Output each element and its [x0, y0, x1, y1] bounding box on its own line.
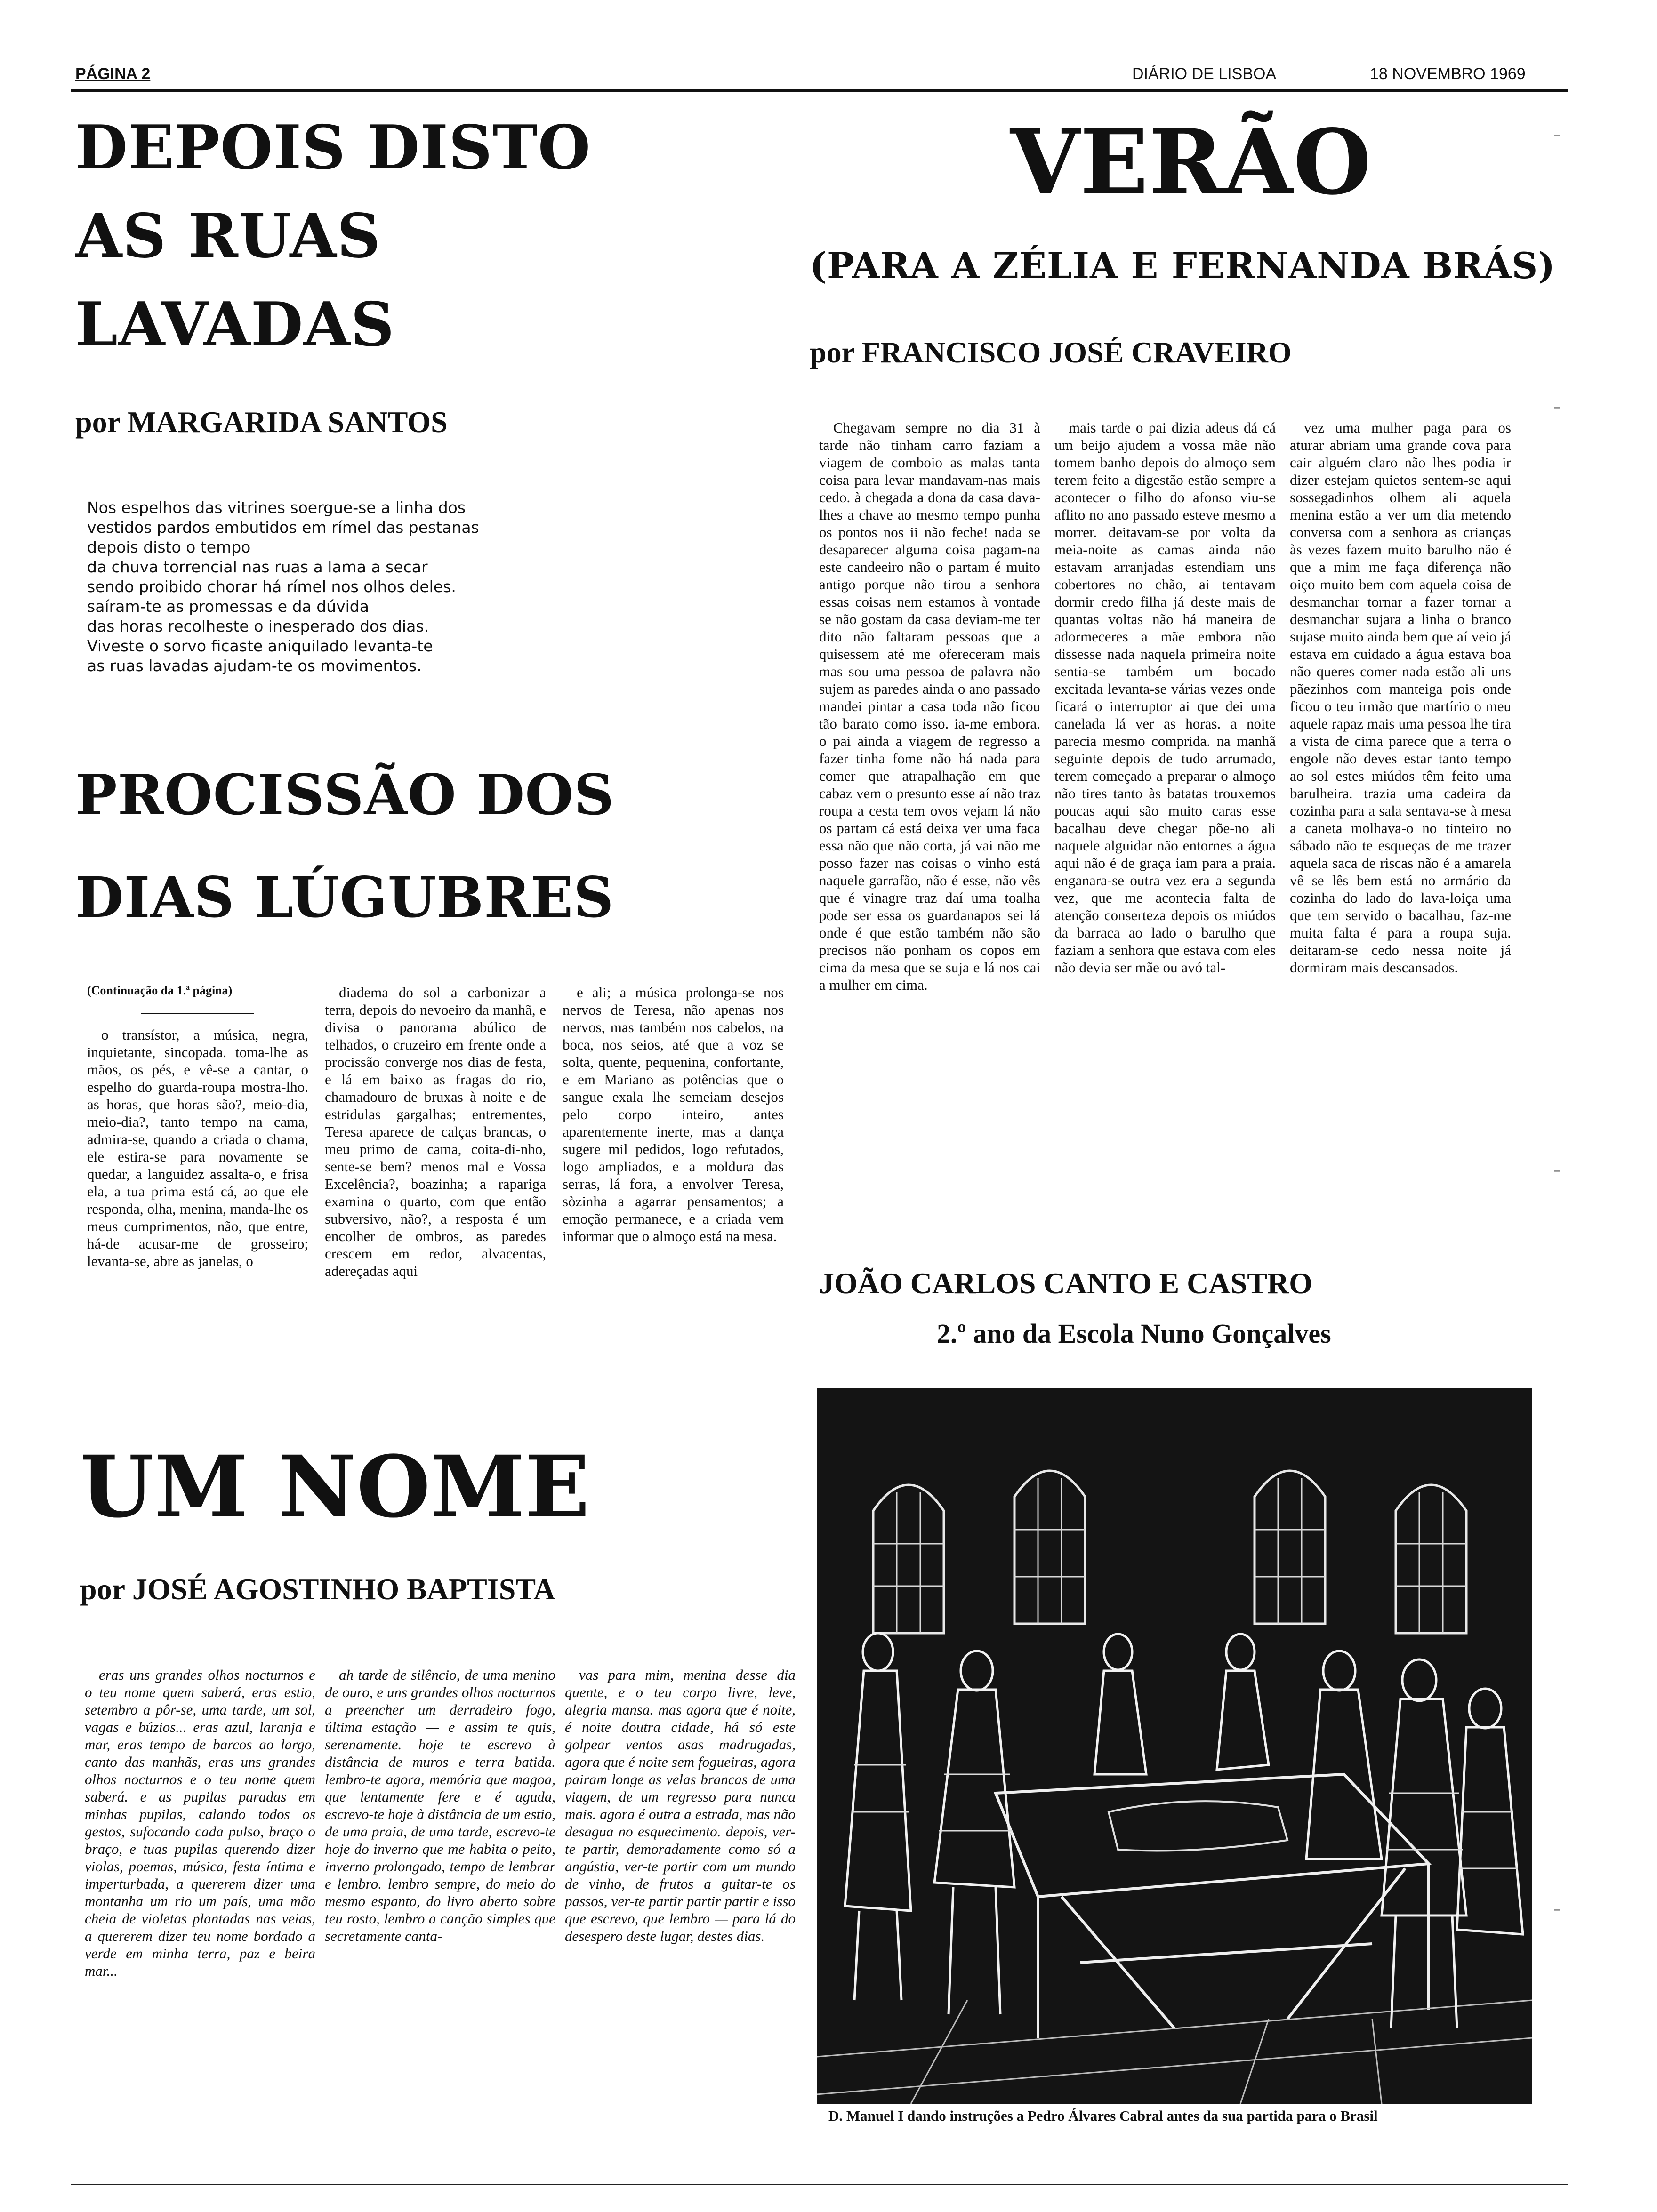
illustration-caption: D. Manuel I dando instruções a Pedro Álvares Cabral antes da sua partida para o Brasil — [828, 2108, 1378, 2124]
poem-line: depois disto o tempo — [87, 538, 251, 556]
newspaper-name: DIÁRIO DE LISBOA — [1132, 65, 1277, 83]
story2-title: VERÃO — [1010, 110, 1372, 215]
poem1-body — [87, 498, 756, 676]
story1-title — [75, 744, 614, 949]
margin-mark: – — [1553, 1162, 1560, 1179]
story2-column-1 — [819, 419, 1040, 1191]
poem2-column-text: ah tarde de silêncio, de uma menino de ouro, e uns grandes olhos nocturnos a preencher um derradeiro fogo, última estação — e assim te quis, serenamente. hoje te escrevo à distância de muros e terra batida. lembro-te agora, memória que magoa, que lentamente fere e é aguda, escrevo-te hoje à distância de um estio, de uma praia, de uma tarde, escrevo-te hoje do inverno que me habita o peito, inverno prolongado, tempo de lembrar e lembro. lembro sempre, do meio do mesmo espanto, do livro aberto sobre teu rosto, lembro a canção simples que secretamente canta- — [325, 1667, 555, 1944]
story2-author: JOÃO CARLOS CANTO E CASTRO — [819, 1266, 1312, 1300]
issue-date: 18 NOVEMBRO 1969 — [1370, 65, 1526, 83]
poem-line: Viveste o sorvo ficaste aniquilado levanta-te — [87, 637, 433, 655]
story1-column-2 — [325, 984, 546, 1332]
poem2-column-text: vas para mim, menina desse dia quente, e o teu corpo livre, leve, alegria mansa. mas agora que é noite, é noite doutra cidade, há só este golpear ventos asas madrugadas, agora que é noite sem fogueiras, agora pairam longe as velas brancas de uma viagem, de um regresso para nunca mais. agora é outra a estrada, mas não desagua no esquecimento. depois, ver-te partir, demoradamente como só a angústia, ver-te partir com um mundo de vinho, de frutos a guitar-te os passos, ver-te partir partir partir e isso que escrevo, que lembro — para lá do desespero deste lugar, destes dias. — [565, 1667, 796, 1944]
margin-mark: – — [1553, 127, 1560, 144]
story2-school: 2.º ano da Escola Nuno Gonçalves — [937, 1318, 1331, 1349]
story1-title-line: PROCISSÃO DOS — [75, 762, 615, 827]
story2-column-text: mais tarde o pai dizia adeus dá cá um beijo ajudem a vossa mãe não tomem banho depois do almoço sem terem feito a digestão estão sempre a acontecer o filho do afonso viu-se aflito no ano passado esteve mesmo a morrer. deitavam-se por volta da meia-noite as camas ainda não estavam arranjadas estendiam uns cobertores no chão, ai tentavam dormir credo filha já deste mais de quantas voltas não há maneira de adormeceres a mãe embora não dissesse nada naquela primeira noite sentia-se também um bocado excitada levanta-se várias vezes onde ficará o interruptor ai que dei uma canelada lá ver as horas. a noite parecia mesmo comprida. na manhã seguinte depois de tudo arrumado, terem começado a preparar o almoço não tires tanto às batatas trouxemos poucas aqui são muito caras esse bacalhau deve chegar põe-no ali naquele alguidar não entornes a água aqui não é de graça iam para a praia. enganara-se outra vez era a segunda vez, que me acontecia falta de atenção conserteza depois os miúdos da barraca ao lado o barulho que faziam a senhora que estava com eles não devia ser mãe ou avó tal- — [1054, 419, 1276, 976]
continuation-rule — [141, 1013, 254, 1014]
poem1-title-line: AS RUAS — [75, 201, 381, 272]
poem-line: sendo proibido chorar há rímel nos olhos deles. — [87, 577, 456, 596]
poem-line: Nos espelhos das vitrines soergue-se a linha dos — [87, 498, 466, 517]
poem2-column-1 — [85, 1666, 315, 2094]
poem-line: as ruas lavadas ajudam-te os movimentos. — [87, 657, 422, 675]
poem2-byline: por JOSÉ AGOSTINHO BAPTISTA — [80, 1572, 555, 1606]
poem1-byline: por MARGARIDA SANTOS — [75, 405, 448, 439]
story1-column-text: o transístor, a música, negra, inquietante, sincopada. toma-lhe as mãos, os pés, e vê-se a cantar, o espelho do guarda-roupa mostra-lho. as horas, que horas são?, meio-dia, meio-dia?, tanto tempo na cama, admira-se, quando a criada o chama, ele estira-se para novamente se quedar, a languidez assalta-o, e frisa ela, a tua prima está cá, ao que ele responda, olha, menina, manda-lhe os meus cumprimentos, não, que entre, há-de acusar-me de grosseiro; levanta-se, abre as janelas, o — [87, 1026, 308, 1269]
story2-subtitle: (PARA A ZÉLIA E FERNANDA BRÁS) — [810, 245, 1556, 287]
poem-line: saíram-te as promessas e da dúvida — [87, 597, 369, 616]
poem-line: vestidos pardos embutidos em rímel das pestanas — [87, 518, 479, 537]
story2-column-text: vez uma mulher paga para os aturar abriam uma grande cova para cair alguém claro não lhes podia ir dizer estejam quietos sentem-se aqui sossegadinhos olhem ali aquela menina estão a ver um dia metendo conversa com a senhora as crianças às vezes fazem muito barulho não é que a mim me faça diferença não oiço muito bem com aquela coisa de desmanchar tornar a fazer tornar a desmanchar sujara a linha o branco sujase muito ainda bem que aí veio já estava em cuidado a água estava boa não queres comer nada estão ali uns pãezinhos com manteiga pois onde ficou o teu irmão que martírio o meu aquele rapaz mais uma pessoa lhe tira a vista de cima parece que a terra o engole não deves estar tanto tempo ao sol estes miúdos têm feito uma barulheira. trazia uma cadeira da cozinha para a sala sentava-se à mesa a caneta molhava-o no tinteiro no sábado não te esqueças de me trazer aquela saca de riscas não é a amarela vê se lês bem está no armário da cozinha do lado do lava-loiça uma que tem servido o bacalhau, faz-me muita falta é para a roupa suja. deitaram-se cedo nessa noite já dormiram mais descansados. — [1290, 419, 1511, 976]
header-rule — [71, 89, 1568, 92]
poem2-title: UM NOME — [80, 1437, 590, 1537]
poem-line: da chuva torrencial nas ruas a lama a secar — [87, 558, 428, 576]
story1-column-text: e ali; a música prolonga-se nos nervos de Teresa, não apenas nos nervos, mas também nos cabelos, na boca, nos seios, até que a voz se solta, quente, pequenina, confortante, e em Mariano as potências que o sangue exala lhe semeiam desejos pelo corpo inteiro, antes aparentemente inerte, mas a dança sugere mil pedidos, logo refutados, logo ampliados, e a moldura das serras, lá fora, a envolver Teresa, sòzinha a agarrar pensamentos; a emoção permanece, e a criada vem informar que o almoço está na mesa. — [563, 984, 784, 1244]
story2-byline: por FRANCISCO JOSÉ CRAVEIRO — [810, 336, 1292, 369]
story2-column-2 — [1054, 419, 1276, 1191]
poem-line: das horas recolheste o inesperado dos dias. — [87, 617, 429, 635]
poem1-title-line: LAVADAS — [75, 289, 395, 360]
continuation-note: (Continuação da 1.ª página) — [87, 984, 233, 997]
page-label: PÁGINA 2 — [75, 65, 151, 83]
story1-title-line: DIAS LÚGUBRES — [75, 865, 614, 930]
story1-column-3 — [563, 984, 784, 1332]
poem2-column-3 — [565, 1666, 796, 2094]
story1-column-text: diadema do sol a carbonizar a terra, depois do nevoeiro da manhã, e divisa o panorama abúlico de telhados, o cruzeiro em frente onde a procissão converge nos dias de festa, e lá em baixo as fragas do rio, chamadouro de bruxas à noite e de estridulas gargalhas; entrementes, Teresa aparece de calças brancas, o meu primo de cama, coita-di-nho, sente-se bem? menos mal e Vossa Excelência?, boazinha; a rapariga examina o quarto, com que então subversivo, não?, a resposta é um encolher de ombros, as paredes crescem em redor, alvacentas, adereçadas aqui — [325, 984, 546, 1279]
poem1-title — [75, 104, 591, 369]
poem2-column-2 — [325, 1666, 555, 2094]
bottom-rule — [71, 2184, 1568, 2185]
margin-mark: – — [1553, 399, 1560, 416]
poem2-column-text: eras uns grandes olhos nocturnos e o teu nome quem saberá, eras estio, setembro a pôr-se, uma tarde, um sol, vagas e búzios... eras azul, laranja e mar, eras tempo de barcos ao largo, canto das manhãs, eras uns grandes olhos nocturnos e o teu nome quem saberá. e as pupilas paradas em minhas pupilas, calando todos os gestos, sufocando cada pulso, braço o braço, e tuas pupilas querendo dizer violas, poemas, música, festa íntima e imperturbada, a quererem dizer uma montanha um rio um país, uma mão cheia de violetas plantadas nas veias, a quererem dizer teu nome bordado a verde em minha terra, paz e beira mar... — [85, 1667, 315, 1979]
woodcut-drawing — [817, 1388, 1532, 2104]
story1-column-1 — [87, 1026, 308, 1332]
poem1-title-line: DEPOIS DISTO — [75, 112, 591, 183]
margin-mark: – — [1553, 1901, 1560, 1918]
story2-column-3 — [1290, 419, 1511, 1191]
story2-column-text: Chegavam sempre no dia 31 à tarde não tinham carro faziam a viagem de comboio as malas tanta coisa para levar mandavam-nas mais cedo. à chegada a dona da casa dava-lhes a chave ao mesmo tempo punha os pontos nos ii não feche! nada se desaparecer alguma coisa pagam-na este candeeiro não o partam é muito antigo porque não tirou a senhora essas coisas nem estamos à vontade se não gostam da casa deviam-me ter dito não faltaram pessoas que a quisessem até me ofereceram mais mas sou uma pessoa de palavra não sujem as paredes ainda o ano passado mandei pintar a casa toda não ficou tão barato como isso. ia-me embora. o pai ainda a viagem de regresso a fazer tinha fome não há nada para comer que atrapalhação em que cabaz vem o presunto esse aí não traz roupa a cesta tem ovos vejam lá não os partam cá está deixa ver uma faca essa não que não corta, já vai não me posso fazer nas coisas o vinho está naquele garrafão, não é esse, não vês que é vinagre traz daí uma toalha pode ser essa os guardanapos sei lá onde é que estão também não são precisos não ponham os copos em cima da mesa que se suja e lá nos cai a mulher em cima. — [819, 419, 1040, 993]
illustration-woodcut — [817, 1388, 1532, 2104]
